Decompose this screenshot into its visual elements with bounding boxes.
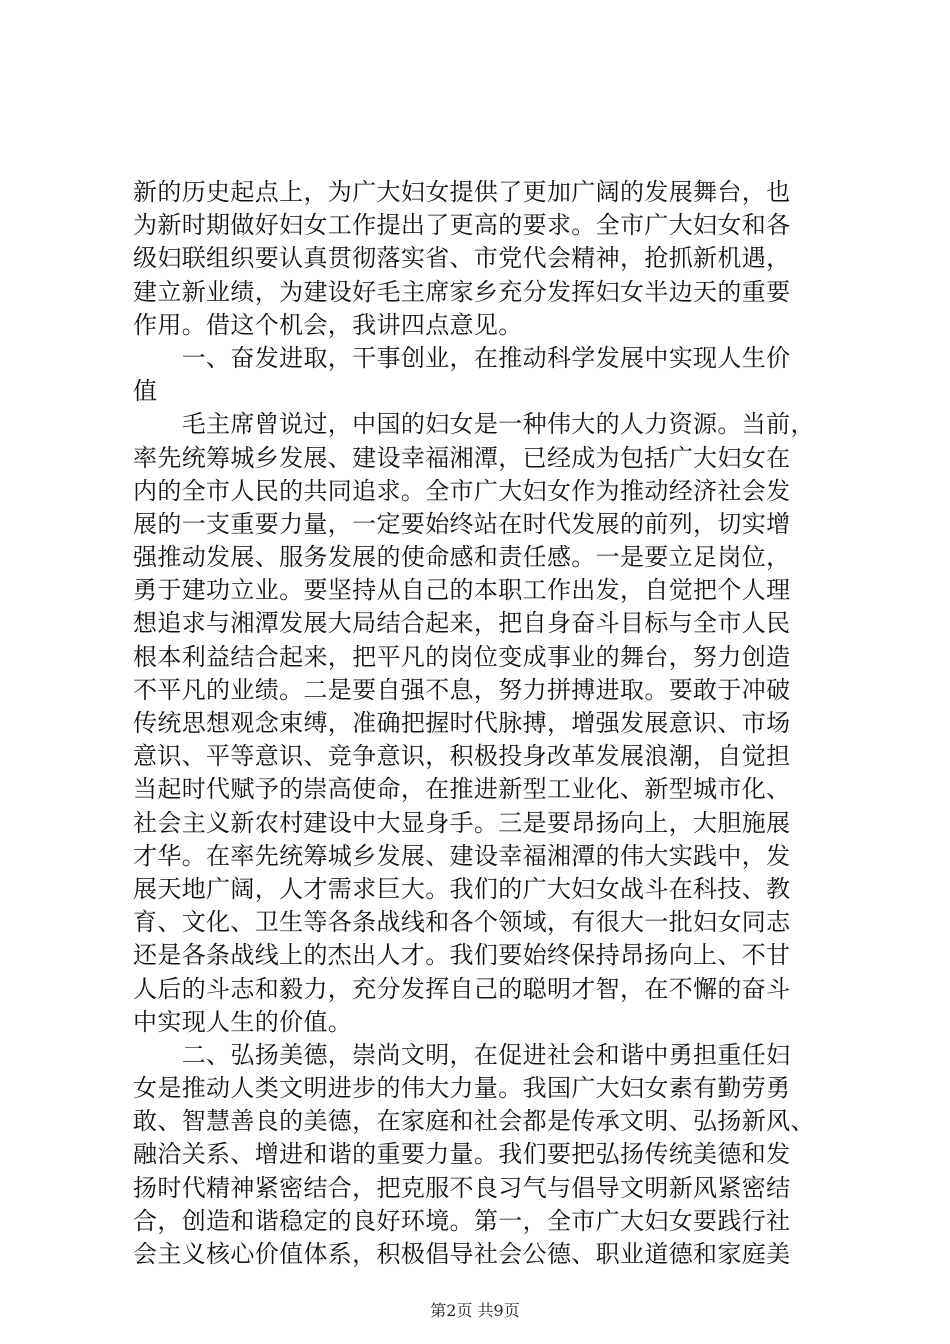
text-line: 强推动发展、服务发展的使命感和责任感。一是要立足岗位， <box>133 543 791 572</box>
text-line: 育、文化、卫生等各条战线和各个领域，有很大一批妇女同志 <box>133 908 791 937</box>
text-line: 意识、平等意识、竞争意识，积极投身改革发展浪潮，自觉担 <box>133 742 791 771</box>
text-line: 不平凡的业绩。二是要自强不息，努力拼搏进取。要敢于冲破 <box>133 675 791 704</box>
text-line: 社会主义新农村建设中大显身手。三是要昂扬向上，大胆施展 <box>133 808 791 837</box>
text-line: 二、弘扬美德，崇尚文明，在促进社会和谐中勇担重任妇 <box>133 1040 791 1069</box>
text-line: 勇于建功立业。要坚持从自己的本职工作出发，自觉把个人理 <box>133 576 791 605</box>
text-line: 为新时期做好妇女工作提出了更高的要求。全市广大妇女和各 <box>133 211 791 240</box>
text-line: 才华。在率先统筹城乡发展、建设幸福湘潭的伟大实践中，发 <box>133 841 791 870</box>
text-line: 值 <box>133 377 158 406</box>
text-line: 敢、智慧善良的美德，在家庭和社会都是传承文明、弘扬新风、 <box>133 1107 815 1136</box>
text-line: 毛主席曾说过，中国的妇女是一种伟大的人力资源。当前， <box>133 410 815 439</box>
text-line: 传统思想观念束缚，准确把握时代脉搏，增强发展意识、市场 <box>133 709 791 737</box>
text-line: 级妇联组织要认真贯彻落实省、市党代会精神，抢抓新机遇， <box>133 244 791 273</box>
text-line: 想追求与湘潭发展大局结合起来，把自身奋斗目标与全市人民 <box>133 609 791 638</box>
text-line: 展的一支重要力量，一定要始终站在时代发展的前列，切实增 <box>133 509 791 538</box>
document-body <box>133 176 833 1271</box>
text-line: 率先统筹城乡发展、建设幸福湘潭，已经成为包括广大妇女在 <box>133 443 791 472</box>
text-line: 女是推动人类文明进步的伟大力量。我国广大妇女素有勤劳勇 <box>133 1074 791 1103</box>
text-line: 合，创造和谐稳定的良好环境。第一，全市广大妇女要践行社 <box>133 1206 791 1235</box>
text-line: 新的历史起点上，为广大妇女提供了更加广阔的发展舞台，也 <box>133 178 791 206</box>
text-line: 人后的斗志和毅力，充分发挥自己的聪明才智，在不懈的奋斗 <box>133 974 791 1003</box>
text-line: 中实现人生的价值。 <box>133 1007 353 1036</box>
text-line: 当起时代赋予的崇高使命，在推进新型工业化、新型城市化、 <box>133 775 791 804</box>
text-line: 扬时代精神紧密结合，把克服不良习气与倡导文明新风紧密结 <box>133 1173 791 1202</box>
text-line: 展天地广阔，人才需求巨大。我们的广大妇女战斗在科技、教 <box>133 874 791 903</box>
text-line: 一、奋发进取，干事创业，在推动科学发展中实现人生价 <box>133 343 791 372</box>
page-footer: 第2页 共9页 <box>430 1301 520 1320</box>
text-line: 会主义核心价值体系，积极倡导社会公德、职业道德和家庭美 <box>133 1240 791 1268</box>
text-line: 还是各条战线上的杰出人才。我们要始终保持昂扬向上、不甘 <box>133 941 791 970</box>
text-line: 建立新业绩，为建设好毛主席家乡充分发挥妇女半边天的重要 <box>133 277 791 306</box>
text-line: 内的全市人民的共同追求。全市广大妇女作为推动经济社会发 <box>133 476 791 505</box>
text-line: 融洽关系、增进和谐的重要力量。我们要把弘扬传统美德和发 <box>133 1140 791 1169</box>
text-line: 作用。借这个机会，我讲四点意见。 <box>133 310 523 339</box>
text-line: 根本利益结合起来，把平凡的岗位变成事业的舞台，努力创造 <box>133 642 791 671</box>
